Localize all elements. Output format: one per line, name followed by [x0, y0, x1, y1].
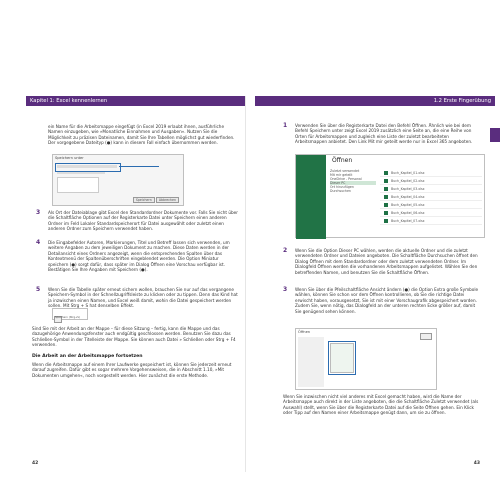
- place-add[interactable]: Ort hinzufügen: [330, 185, 354, 189]
- metadata-fields: [57, 177, 99, 193]
- step-number-5: 5: [36, 286, 41, 293]
- file-row[interactable]: Buch_Kapitel_02.xlsx: [380, 177, 482, 185]
- step-number-3: 3: [36, 209, 41, 216]
- small-open-title: Öffnen: [298, 330, 311, 334]
- thumb-tab: [490, 128, 500, 142]
- file-row[interactable]: Buch_Kapitel_04.xlsx: [380, 193, 482, 201]
- view-toggle-icon[interactable]: [420, 333, 432, 340]
- place-onedrive[interactable]: OneDrive - Personal: [330, 177, 362, 181]
- callout-box: [55, 163, 121, 172]
- step-number-4: 4: [36, 239, 41, 246]
- dialog-save-button[interactable]: Speichern: [133, 197, 155, 203]
- step-number-2: 2: [283, 247, 288, 254]
- excel-file-icon: [384, 187, 388, 191]
- place-this-pc[interactable]: Dieser PC: [330, 181, 376, 185]
- right-page-number: 43: [473, 461, 480, 466]
- file-row[interactable]: Buch_Kapitel_01.xlsx: [380, 169, 482, 177]
- excel-file-icon: [384, 179, 388, 183]
- quick-access-label: Speichern (Strg+S): [55, 316, 80, 319]
- file-row[interactable]: Buch_Kapitel_03.xlsx: [380, 185, 482, 193]
- excel-file-icon: [384, 171, 388, 175]
- save-dialog-title: Speichern unter: [55, 156, 84, 160]
- file-row[interactable]: Buch_Kapitel_06.xlsx: [380, 209, 482, 217]
- file-row[interactable]: Buch_Kapitel_05.xlsx: [380, 201, 482, 209]
- right-page: [255, 96, 490, 472]
- open-dialog-screenshot: [295, 328, 437, 390]
- places-list: [330, 169, 376, 193]
- intro-paragraph: ein Name für die Arbeitsmappe eingefügt (in Excel 2019 erlaubt ihnen, ausführliche Namen einzugeben, wie »Monatliche Einnahmen und Ausgaben«. Nutzen Sie die Möglichkeit zu präzisen Dateinamen, damit Sie Ihre Tabellen möglichst gut wiederfinden. Der vorgegebene Dateityp (●) kann in diesem Fall einfach übernommen werden.: [48, 124, 235, 146]
- right-section-header: 1.2 Erste Fingerübung: [255, 96, 495, 106]
- step-3-right-text: Wenn Sie über die Pfeilschaltfläche Ansicht ändern (●) die Option Extra große Symbole wählen, können Sie schon vor dem Öffnen kontrollieren, ob Sie die richtige Datei erwischt haben, vorausgesetzt, Sie ist mit einer Vorschaugrafik abgespeichert worden. Zudem Sie, wenn nötig, das Dialogfeld an der unteren rechten Ecke größer auf, damit Sie genügend sehen können.: [295, 287, 479, 314]
- files-list: [380, 169, 482, 225]
- step-4-text: Die Eingabefelder Autoren, Markierungen, Titel und Betreff lassen sich verwenden, um weitere Angaben zu dem jeweiligen Dokument zu machen. Diese Daten werden in der Detailansicht eines Ordners angezeigt, wenn die entsprechenden Spalten über das Kontextmenü der Spaltenüberschriften eingeblendet werden. Die Option Miniatur speichern (●) sorgt dafür, dass später im Dialog Öffnen eine Vorschau verfügbar ist. Bestätigen Sie Ihre Angaben mit Speichern (●).: [48, 240, 230, 273]
- folder-pane: [298, 337, 324, 387]
- save-dialog-screenshot: [52, 154, 184, 206]
- callout-thumbnail: [328, 341, 356, 375]
- excel-file-icon: [384, 203, 388, 207]
- step-2-text: Wenn Sie die Option Dieser PC wählen, werden die aktuelle Ordner und die zuletzt verwendeten Ordner und Dateien angeboten. Die Schaltfläche Durchsuchen öffnet den Dialog Öffnen mit dem Standardordner oder dem zuletzt verwendeten Ordner. Im Dialogfeld Öffnen werden die vorhandenen Arbeitsmappen aufgelistet. Wählen Sie den betreffenden Namen, und benutzen Sie die Schaltfläche Öffnen.: [295, 248, 478, 275]
- step-3-text: Als Ort der Dateiablage gibt Excel den Standardordner Dokumente vor. Falls Sie nicht über die Schaltfläche Optionen auf der Registerkarte Datei unter Speichern einen anderen Ordner im Feld Lokaler Standardspeicherort für Datei ausgewählt oder zuletzt einen anderen Ordner zum Speichern verwendet haben.: [48, 210, 238, 232]
- recent-paragraph: Wenn Sie inzwischen nicht viel anderes mit Excel gemacht haben, wird die Name der Arbeitsmappe auch direkt in der Liste angeboten, die die Schaltfläche Zuletzt verwendet (als Auswahl) stellt, wenn Sie über die Registerkarte Datei auf die Seite Öffnen gehen. Ein Klick oder Tipp auf den Namen einer Arbeitsmappe genügt dann, um sie zu öffnen.: [283, 394, 479, 416]
- step-number-3-right: 3: [283, 286, 288, 293]
- left-page: [30, 96, 245, 472]
- quick-access-screenshot: [52, 308, 88, 320]
- step-5-text: Wenn Sie die Tabelle später erneut sichern wollen, brauchen Sie nur auf das vergangene Speichern-Symbol in der Schnellzugriffsleiste zu klicken oder zu tippen. Denn das Kind hat ja inzwischen einen Namen, und Excel weiß damit, wohin die Datei gespeichert werden sollen. Mit Strg + S hat denselben Effekt.: [48, 287, 238, 309]
- close-paragraph: Sind Sie mit der Arbeit an der Mappe – für diese Sitzung – fertig, kann die Mappe und das dazugehörige Anwendungsfenster auch endgültig geschlossen werden. Benutzen Sie dazu das Schließen-Symbol in der Titelleiste der Mappe. Sie können auch Datei » Schließen oder Strg + F4 verwenden.: [32, 326, 236, 348]
- place-shared[interactable]: Mit mir geteilt: [330, 173, 353, 177]
- callout-line: [119, 166, 159, 167]
- excel-file-icon: [384, 219, 388, 223]
- open-title: Öffnen: [332, 157, 353, 164]
- file-row[interactable]: Buch_Kapitel_07.xlsx: [380, 217, 482, 225]
- backstage-sidebar: [296, 155, 326, 239]
- dialog-cancel-button[interactable]: Abbrechen: [156, 197, 179, 203]
- excel-file-icon: [384, 195, 388, 199]
- place-recent[interactable]: Zuletzt verwendet: [330, 169, 360, 173]
- place-browse[interactable]: Durchsuchen: [330, 189, 351, 193]
- step-number-1: 1: [283, 122, 288, 129]
- open-backstage-screenshot: [295, 154, 485, 238]
- continue-paragraph: Wenn die Arbeitsmappe auf einem Ihrer Laufwerke gespeichert ist, können Sie jederzeit erneut darauf zugreifen. Dafür gibt es sogar mehrere Vorgehensweisen, die in Abschnitt 1.10, »Mit Dokumenten umgehen«, noch vorgestellt werden. Hier zunächst die erste Methode.: [32, 362, 232, 378]
- step-1-text: Verwenden Sie über die Registerkarte Datei den Befehl Öffnen. Ähnlich wie bei dem Befehl Speichern unter zeigt Excel 2019 zusätzlich eine Seite an, die eine Reihe von Orten für Arbeitsmappen und zugleich eine Liste der zuletzt bearbeiteten Arbeitsmappen anbietet. Den Link Mit mir geteilt werde nur in Excel 365 angeboten.: [295, 123, 473, 145]
- left-chapter-header: Kapitel 1: Excel kennenlernen: [26, 96, 245, 106]
- excel-file-icon: [384, 211, 388, 215]
- left-page-number: 42: [32, 461, 39, 466]
- subheading: Die Arbeit an der Arbeitsmappe fortsetzen: [32, 354, 143, 359]
